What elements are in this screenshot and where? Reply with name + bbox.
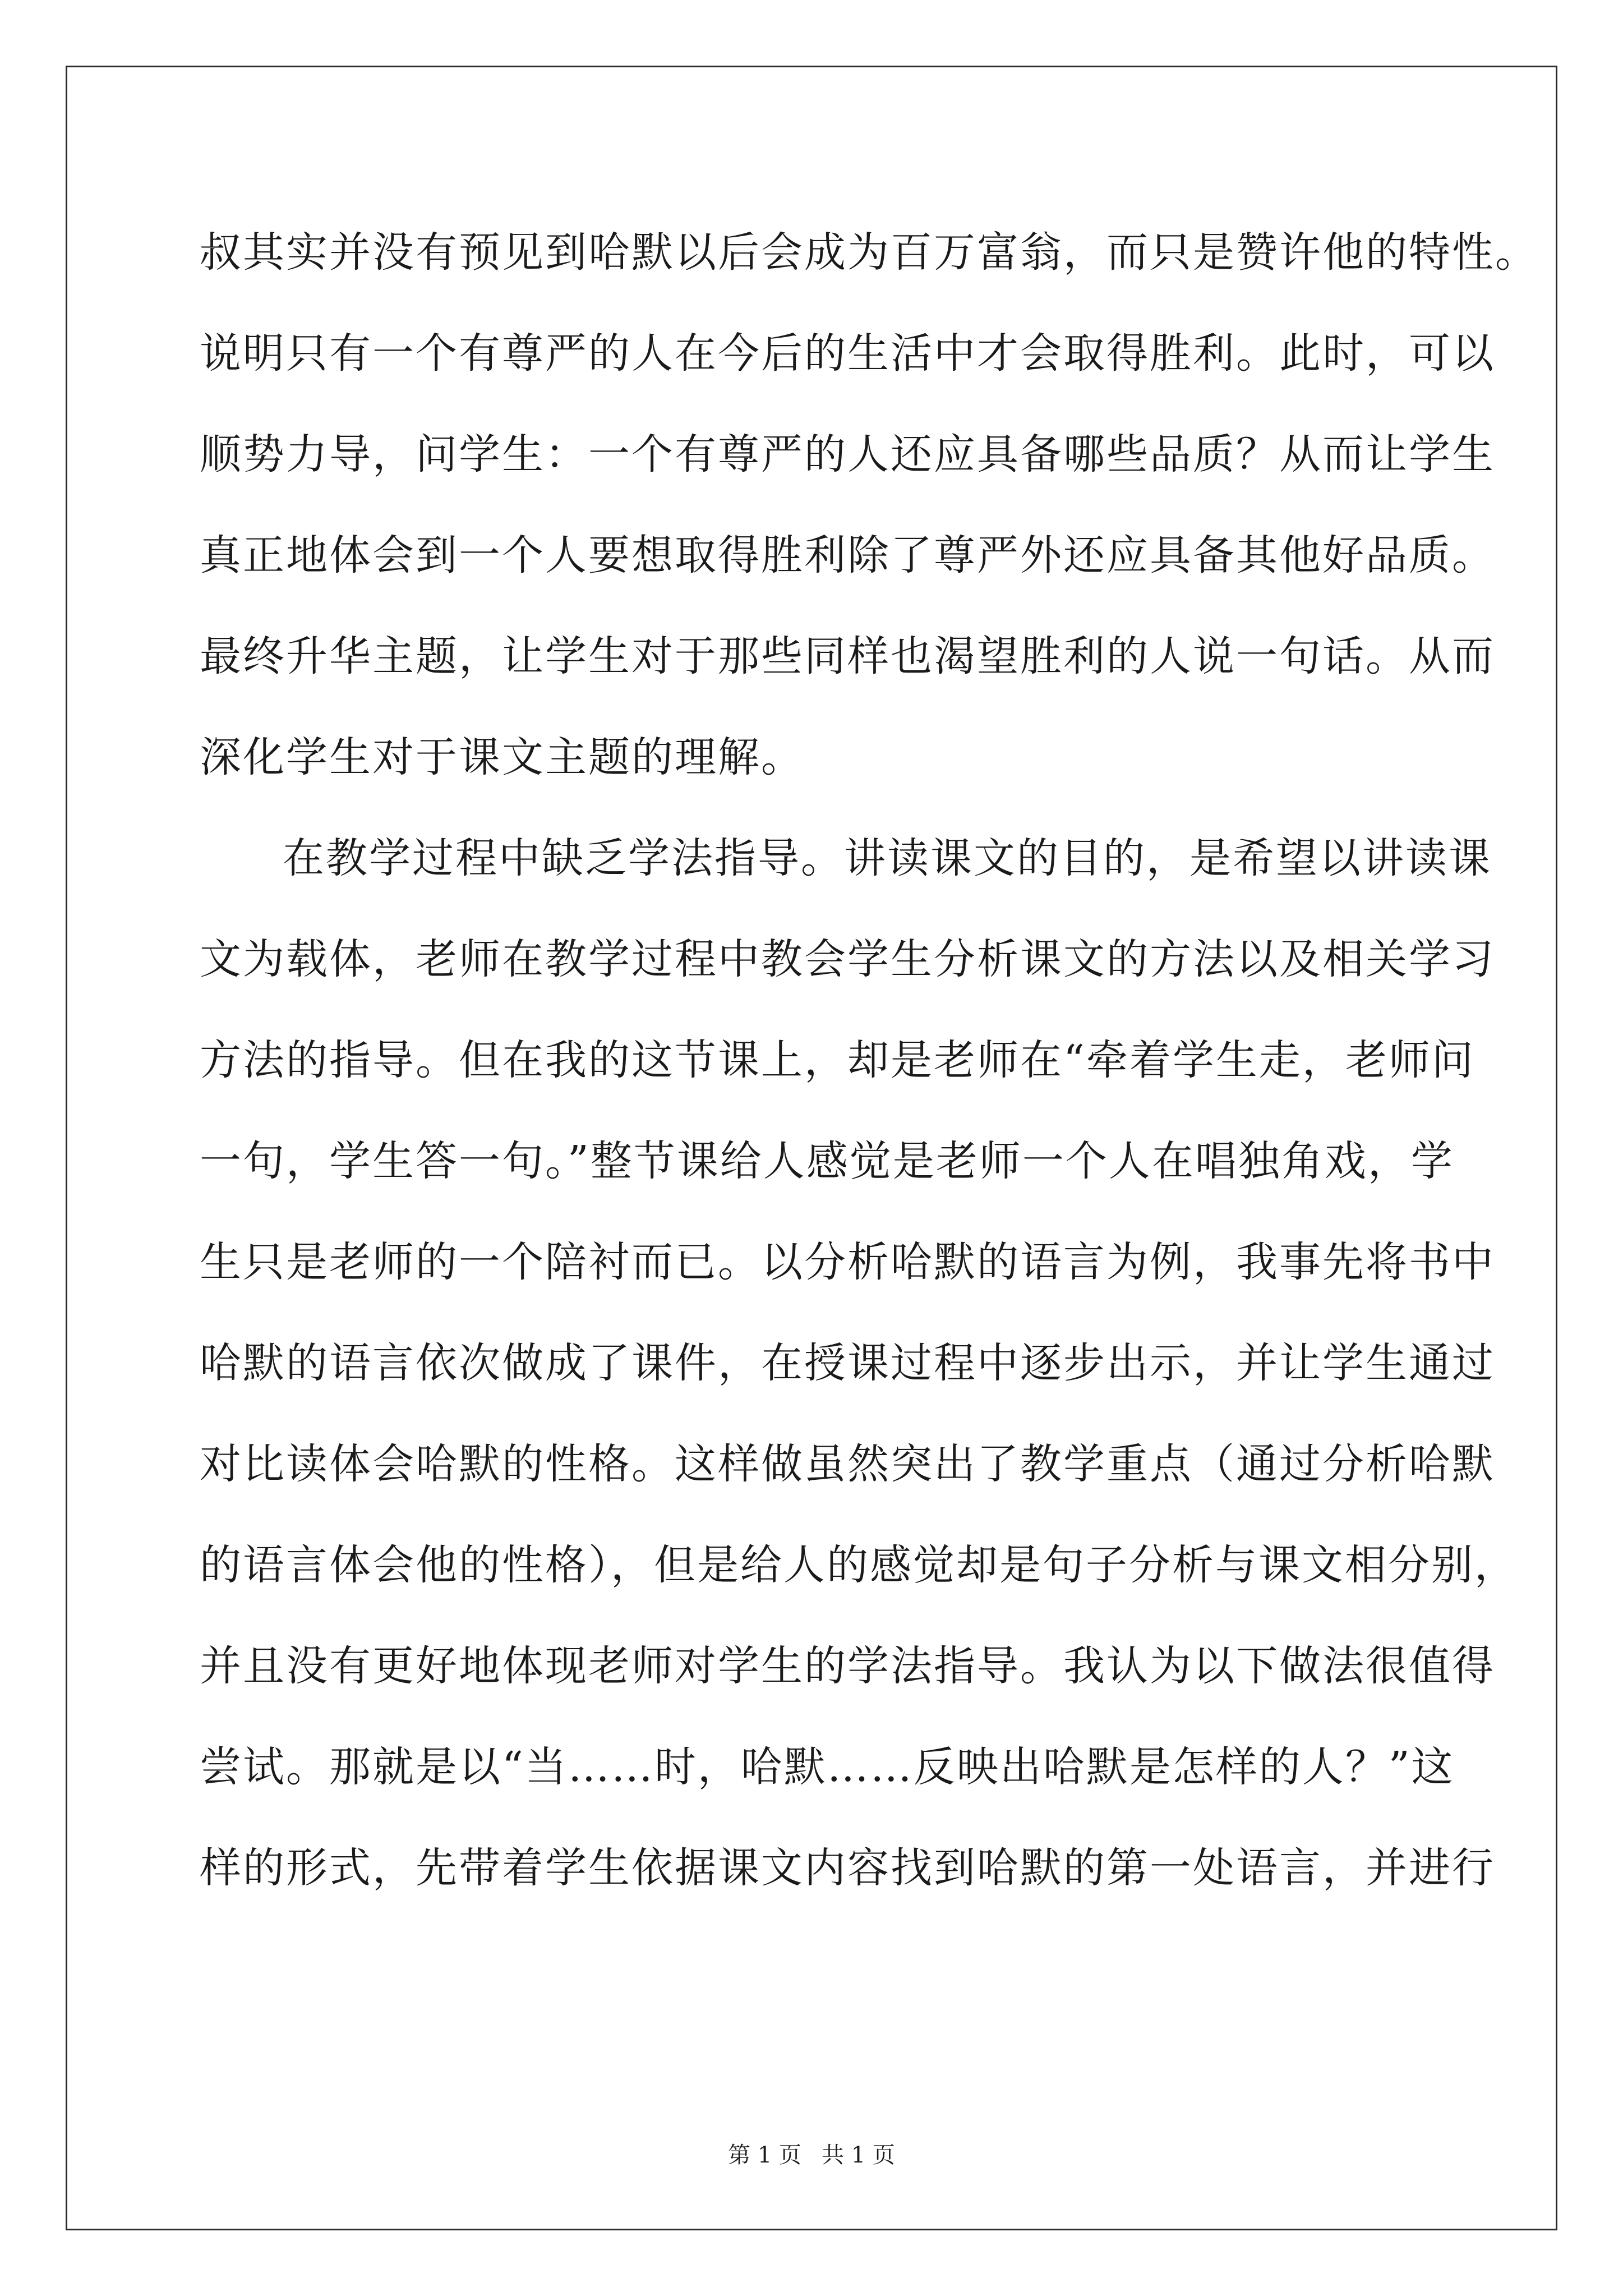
document-body	[200, 202, 1538, 1918]
text-line: 尝试。那就是以“当……时，哈默……反映出哈默是怎样的人？”这	[200, 1743, 1455, 1791]
text-line: 文为载体，老师在教学过程中教会学生分析课文的方法以及相关学习	[200, 935, 1495, 983]
text-line: 生只是老师的一个陪衬而已。以分析哈默的语言为例，我事先将书中	[200, 1238, 1495, 1286]
text-line: 一句，学生答一句。”整节课给人感觉是老师一个人在唱独角戏，学	[200, 1137, 1454, 1185]
text-line: 真正地体会到一个人要想取得胜利除了尊严外还应具备其他好品质。	[200, 531, 1495, 579]
paragraph-first-line: 在教学过程中缺乏学法指导。讲读课文的目的，是希望以讲读课	[283, 834, 1492, 882]
text-line: 说明只有一个有尊严的人在今后的生活中才会取得胜利。此时，可以	[200, 329, 1495, 378]
text-line: 并且没有更好地体现老师对学生的学法指导。我认为以下做法很值得	[200, 1642, 1495, 1690]
text-line: 的语言体会他的性格），但是给人的感觉却是句子分析与课文相分别，	[200, 1541, 1518, 1589]
page-number: 第 1 页	[728, 2142, 801, 2168]
page-total: 共 1 页	[822, 2142, 895, 2168]
text-line: 对比读体会哈默的性格。这样做虽然突出了教学重点（通过分析哈默	[200, 1440, 1495, 1488]
text-line: 哈默的语言依次做成了课件，在授课过程中逐步出示，并让学生通过	[200, 1339, 1495, 1387]
text-line: 最终升华主题，让学生对于那些同样也渴望胜利的人说一句话。从而	[200, 632, 1495, 680]
text-line: 样的形式，先带着学生依据课文内容找到哈默的第一处语言，并进行	[200, 1844, 1495, 1892]
page-footer	[0, 2137, 1623, 2169]
text-line: 方法的指导。但在我的这节课上，却是老师在“牵着学生走，老师问	[200, 1036, 1475, 1084]
text-line: 顺势力导，问学生：一个有尊严的人还应具备哪些品质？从而让学生	[200, 430, 1495, 478]
text-line: 深化学生对于课文主题的理解。	[200, 733, 804, 781]
text-line: 叔其实并没有预见到哈默以后会成为百万富翁，而只是赞许他的特性。	[200, 228, 1538, 277]
